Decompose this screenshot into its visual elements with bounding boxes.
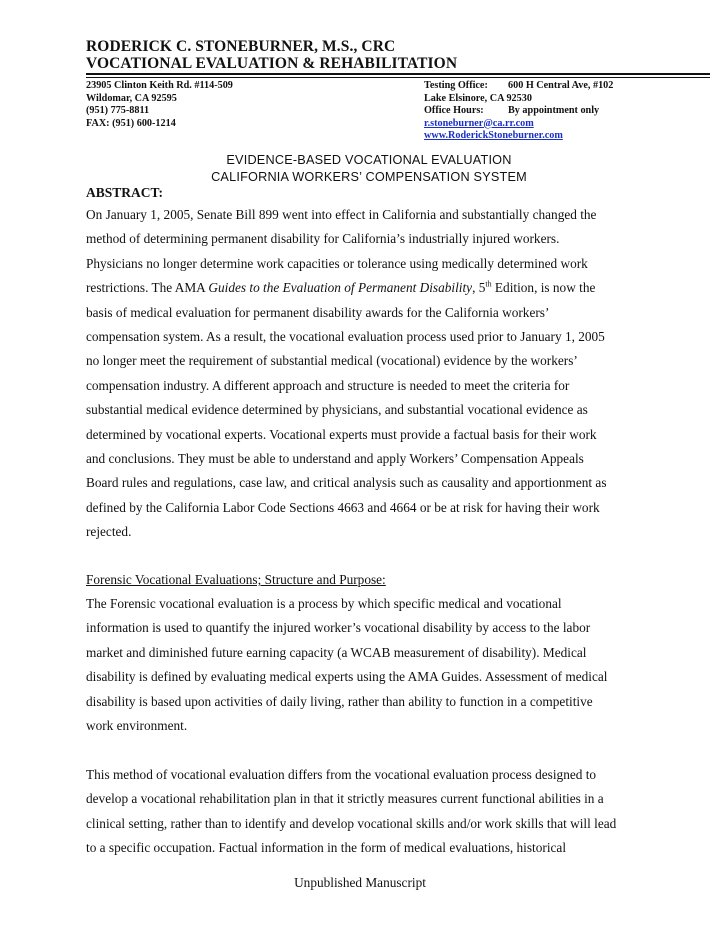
abstract-line: defined by the California Labor Code Sections 4663 and 4664 or be at risk for having their work xyxy=(86,499,600,515)
address-line-2: Wildomar, CA 92595 xyxy=(86,92,177,104)
abstract-line: and conclusions. They must be able to understand and apply Workers’ Compensation Appeals xyxy=(86,451,584,466)
mailing-address xyxy=(86,80,233,130)
text-run: restrictions. The AMA xyxy=(86,280,209,296)
abstract-line: no longer meet the requirement of substantial medical (vocational) evidence by the workers’ xyxy=(86,353,578,369)
paragraph-line: to a specific occupation. Factual information in the form of medical evaluations, historical xyxy=(86,840,567,856)
abstract-line: Board rules and regulations, case law, and critical analysis such as causality and apportionment as xyxy=(86,475,607,491)
abstract-line: compensation system. As a result, the vocational evaluation process used prior to January 1, 2005 xyxy=(86,329,605,344)
abstract-line xyxy=(86,280,595,296)
header-rule-thin xyxy=(86,77,710,78)
paragraph-line: develop a vocational rehabilitation plan in that it strictly measures current functional abilities in a xyxy=(86,791,604,807)
phone-number: (951) 775-8811 xyxy=(86,105,150,116)
text-run: Edition, is now the xyxy=(491,280,596,296)
author-name: RODERICK C. STONEBURNER, M.S., CRC xyxy=(86,38,396,55)
page-footer: Unpublished Manuscript xyxy=(294,875,426,890)
business-name: VOCATIONAL EVALUATION & REHABILITATION xyxy=(86,55,458,72)
title-line-1: EVIDENCE-BASED VOCATIONAL EVALUATION xyxy=(226,153,512,167)
paragraph-line: The Forensic vocational evaluation is a process by which specific medical and vocational xyxy=(86,596,562,611)
paragraph-line: disability is defined by evaluating medical experts using the AMA Guides. Assessment of medical xyxy=(86,669,608,685)
testing-office-city: Lake Elsinore, CA 92530 xyxy=(424,92,532,104)
header-rule-thick xyxy=(86,73,710,75)
abstract-line: basis of medical evaluation for permanent disability awards for the California workers’ xyxy=(86,304,550,320)
fax-number: FAX: (951) 600-1214 xyxy=(86,117,176,129)
paragraph-line: clinical setting, rather than to identify and develop vocational skills and/or work skills that will lead xyxy=(86,815,617,831)
paragraph-line: This method of vocational evaluation differs from the vocational evaluation process designed to xyxy=(86,767,597,782)
abstract-line: method of determining permanent disability for California’s industrially injured workers. xyxy=(86,231,560,247)
guides-title-italic: Guides to the Evaluation of Permanent Disability xyxy=(208,280,473,296)
title-line-2: CALIFORNIA WORKERS’ COMPENSATION SYSTEM xyxy=(211,170,527,184)
letterhead xyxy=(86,38,708,72)
paragraph-line: work environment. xyxy=(86,718,188,733)
website-link[interactable]: www.RoderickStoneburner.com xyxy=(424,130,563,141)
abstract-line: substantial medical evidence determined by physicians, and substantial vocational evidence as xyxy=(86,402,588,418)
office-hours-label: Office Hours: xyxy=(424,105,484,116)
address-line-1: 23905 Clinton Keith Rd. #114-509 xyxy=(86,80,233,91)
testing-office-label: Testing Office: xyxy=(424,80,488,91)
text-run: , 5 xyxy=(472,280,486,296)
testing-office-info xyxy=(424,80,613,143)
abstract-line: rejected. xyxy=(86,524,132,540)
email-link[interactable]: r.stoneburner@ca.rr.com xyxy=(424,117,534,129)
abstract-line: Physicians no longer determine work capacities or tolerance using medically determined work xyxy=(86,255,588,271)
office-hours-value: By appointment only xyxy=(508,105,600,116)
paragraph-line: disability is based upon activities of daily living, rather than ability to function in a competitive xyxy=(86,693,593,709)
paragraph-line: information is used to quantify the injured worker’s vocational disability by access to the labor xyxy=(86,620,591,636)
superscript: th xyxy=(485,279,492,289)
abstract-line: compensation industry. A different approach and structure is needed to meet the criteria for xyxy=(86,377,570,393)
paragraph-line: market and diminished future earning capacity (a WCAB measurement of disability). Medical xyxy=(86,644,587,660)
section-heading: Forensic Vocational Evaluations; Structure and Purpose: xyxy=(86,572,386,587)
document-title xyxy=(86,152,652,186)
abstract-line: On January 1, 2005, Senate Bill 899 went into effect in California and substantially changed the xyxy=(86,207,597,222)
abstract-line: determined by vocational experts. Vocational experts must provide a factual basis for their work xyxy=(86,426,597,442)
abstract-heading: ABSTRACT: xyxy=(86,185,164,200)
testing-office-address: 600 H Central Ave, #102 xyxy=(508,80,614,91)
